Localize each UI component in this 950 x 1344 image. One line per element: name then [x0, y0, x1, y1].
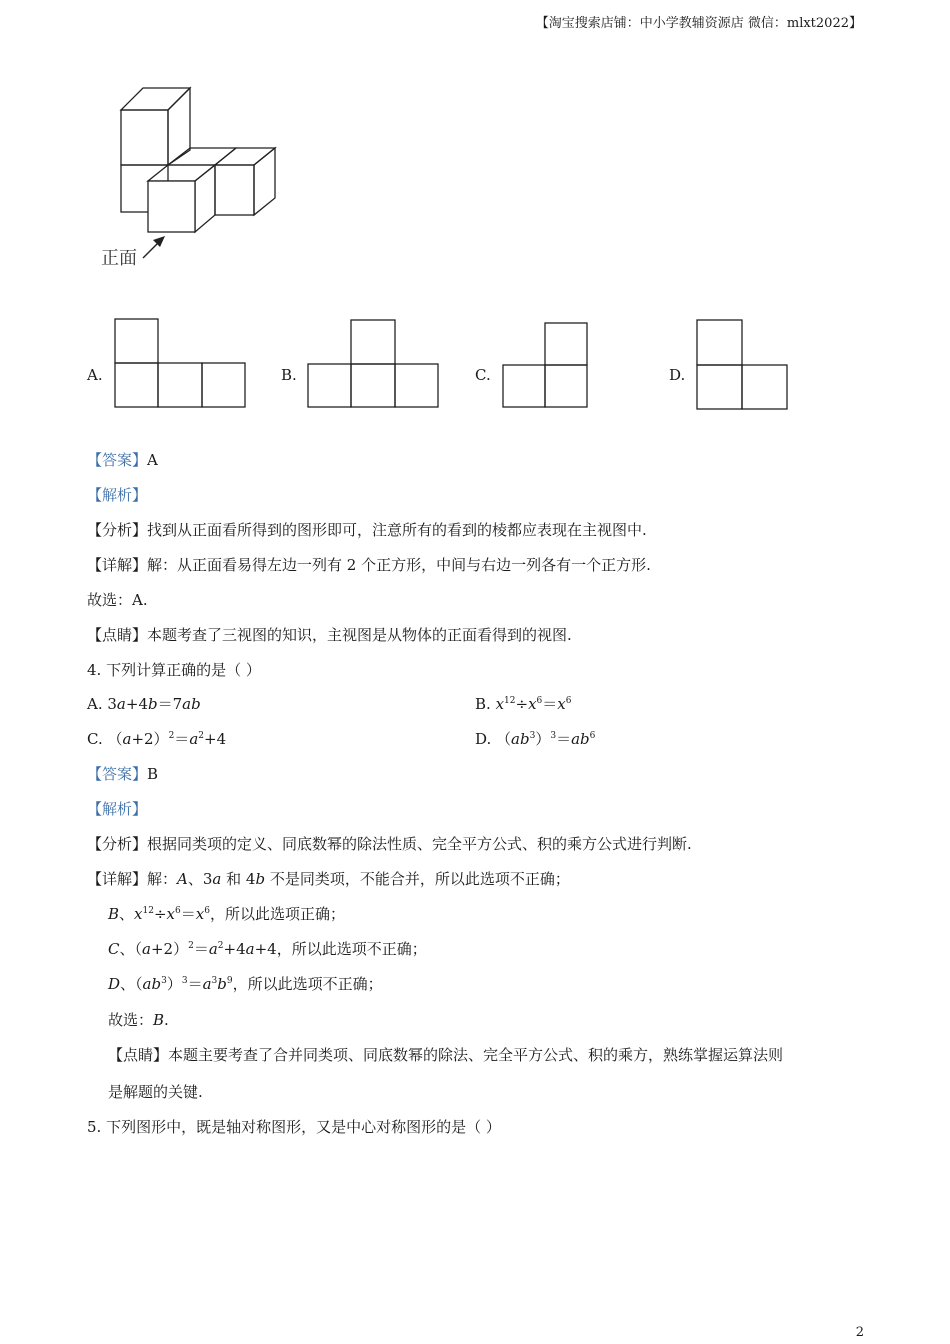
q3-dianjing-line: [87, 625, 572, 645]
q4-dianjing-line-2: 是解题的关键.: [108, 1083, 203, 1101]
q4-option-a: A. 3a+4b＝7ab: [87, 695, 201, 713]
q4-fenxi-line: [87, 834, 692, 854]
option-b-diagram: [307, 319, 442, 411]
q3-analysis-tag: 【解析】: [87, 486, 148, 504]
option-a-label: A.: [87, 366, 103, 384]
answer-value: B: [147, 765, 159, 783]
q4-option-c: C. $(a+2)^2=a^2+4$: [87, 730, 227, 748]
option-b-label: B.: [281, 366, 297, 384]
xiangjie-text: 解：从正面看易得左边一列有 2 个正方形，中间与右边一列各有一个正方形.: [147, 556, 651, 574]
fenxi-text: 根据同类项的定义、同底数幂的除法性质、完全平方公式、积的乘方公式进行判断.: [147, 835, 692, 853]
option-c-label: C.: [475, 366, 491, 384]
cube-figure: [95, 80, 295, 270]
fenxi-tag: 【分析】: [87, 835, 148, 853]
option-a-diagram: [114, 318, 249, 410]
q3-answer-line: [87, 450, 158, 470]
dianjing-tag: 【点睛】: [87, 626, 148, 644]
option-c-diagram: [502, 322, 592, 412]
page-header: 【淘宝搜索店铺：中小学教辅资源店 微信：mlxt2022】: [535, 16, 862, 31]
q4-xiangjie-a: 【详解】解：A、3a 和 4b 不是同类项，不能合并，所以此选项不正确；: [87, 870, 570, 888]
q4-xiangjie-c: C、$(a+2)^2=a^2+4a+4$，所以此选项不正确；: [108, 940, 427, 958]
guxuan-text: 故选：: [108, 1011, 154, 1029]
dianjing-text: 本题考查了三视图的知识，主视图是从物体的正面看得到的视图.: [147, 626, 572, 644]
q4-xiangjie-d: D、$(ab^3)^3=a^3b^9$，所以此选项不正确；: [108, 975, 383, 993]
answer-tag: 【答案】: [87, 765, 148, 783]
front-label: 正面: [101, 248, 137, 269]
q4-dianjing-line-1: [108, 1045, 783, 1065]
option-d-diagram: [696, 319, 791, 412]
q4-guxuan: 故选：B.: [108, 1011, 169, 1029]
q3-fenxi-line: [87, 520, 647, 540]
answer-tag: 【答案】: [87, 451, 148, 469]
q4-stem: 4. 下列计算正确的是（ ）: [87, 661, 261, 679]
q4-xiangjie-b: B、$x^{12}\div x^6=x^6$，所以此选项正确；: [108, 905, 345, 923]
q5-stem: 5. 下列图形中，既是轴对称图形，又是中心对称图形的是（ ）: [87, 1118, 501, 1136]
answer-value: A: [147, 451, 158, 469]
page-number: 2: [855, 1325, 864, 1340]
fenxi-text: 找到从正面看所得到的图形即可，注意所有的看到的棱都应表现在主视图中.: [147, 521, 647, 539]
q4-answer-line: [87, 764, 158, 784]
fenxi-tag: 【分析】: [87, 521, 148, 539]
xiangjie-tag: 【详解】: [87, 870, 148, 888]
q4-analysis-tag: 【解析】: [87, 800, 148, 818]
option-d-label: D.: [669, 366, 686, 384]
xiangjie-tag: 【详解】: [87, 556, 148, 574]
q4-option-d: D. $(ab^3)^3=ab^6$: [475, 730, 596, 748]
dianjing-tag: 【点睛】: [108, 1046, 169, 1064]
q3-guxuan: 故选：A.: [87, 591, 148, 609]
dianjing-text-1: 本题主要考查了合并同类项、同底数幂的除法、完全平方公式、积的乘方，熟练掌握运算法则: [168, 1046, 784, 1064]
q4-option-b: B. $x^{12}\div x^6=x^6$: [475, 695, 572, 713]
q3-xiangjie-line: [87, 555, 651, 575]
